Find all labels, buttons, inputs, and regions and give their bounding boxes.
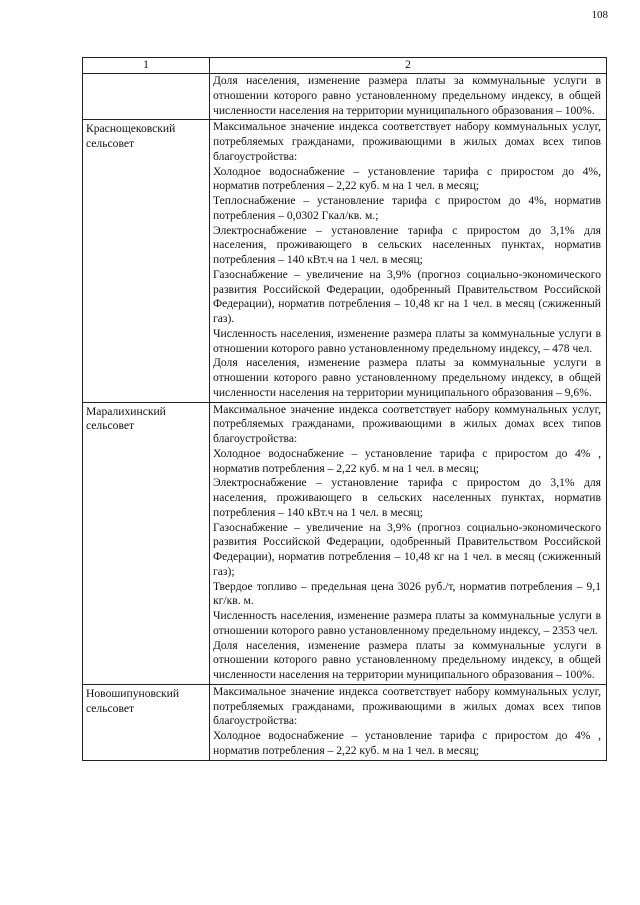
paragraph: Холодное водоснабжение – установление тарифа с приростом до 4%, норматив потребления – 2,22 куб. м на 1 чел. в месяц; [213,164,601,193]
municipality-name: Маралихинский сельсовет [83,402,210,684]
paragraph: Электроснабжение – установление тарифа с приростом до 3,1% для населения, проживающего в сельских населенных пунктах, норматив потребления – 140 кВт.ч на 1 чел. в месяц; [213,223,601,266]
paragraph: Численность населения, изменение размера платы за коммунальные услуги в отношении которого равно установленному предельному индексу, – 2353 чел. [213,609,601,637]
paragraph: Максимальное значение индекса соответствует набору коммунальных услуг, потребляемых гражданами, проживающими в жилых домах всех типов благоустройства: [213,684,601,728]
table-header-row [83,58,607,74]
paragraph: Твердое топливо – предельная цена 3026 руб./т, норматив потребления – 9,1 кг/кв. м. [213,579,601,608]
column-header-2: 2 [210,58,607,74]
paragraph: Электроснабжение – установление тарифа с приростом до 3,1% для населения, проживающего в сельских населенных пунктах, норматив потребления – 140 кВт.ч на 1 чел. в месяц; [213,476,601,519]
page-number: 108 [591,9,608,21]
table-row [83,74,607,120]
paragraph: Максимальное значение индекса соответствует набору коммунальных услуг, потребляемых гражданами, проживающими в жилых домах всех типов благоустройства: [213,120,601,163]
paragraph: Газоснабжение – увеличение на 3,9% (прогноз социально-экономического развития Российской Федерации, одобренный Правительством Российской Федерации), норматив потребления – 10,48 кг на 1 чел. в месяц (сжиженный газ). [213,267,601,325]
paragraph: Газоснабжение – увеличение на 3,9% (прогноз социально-экономического развития Российской Федерации, одобренный Правительством Российской Федерации), норматив потребления – 10,48 кг на 1 чел. в месяц (сжиженный газ); [213,520,601,578]
index-description [210,74,607,120]
table-row [83,402,607,684]
index-description [210,120,607,402]
municipality-name [83,74,210,120]
municipality-name: Краснощековский сельсовет [83,120,210,402]
municipality-name: Новошипуновский сельсовет [83,684,210,760]
index-description [210,684,607,760]
paragraph: Численность населения, изменение размера платы за коммунальные услуги в отношении которого равно установленному предельному индексу, – 478 чел. [213,326,601,355]
paragraph: Холодное водоснабжение – установление тарифа с приростом до 4% , норматив потребления – 2,22 куб. м на 1 чел. в месяц; [213,729,601,757]
column-header-1: 1 [83,58,210,74]
paragraph: Теплоснабжение – установление тарифа с приростом до 4%, норматив потребления – 0,0302 Гкал/кв. м.; [213,194,601,222]
paragraph: Доля населения, изменение размера платы за коммунальные услуги в отношении которого равно установленному предельному индексу, в общей численности населения на территории муниципального образования – 9,6%. [213,356,601,399]
paragraph: Максимальное значение индекса соответствует набору коммунальных услуг, потребляемых гражданами, проживающими в жилых домах всех типов благоустройства: [213,402,601,445]
paragraph: Холодное водоснабжение – установление тарифа с приростом до 4% , норматив потребления – 2,22 куб. м на 1 чел. в месяц; [213,446,601,475]
municipality-index-table [82,57,607,761]
table-row [83,684,607,760]
paragraph: Доля населения, изменение размера платы за коммунальные услуги в отношении которого равно установленному предельному индексу, в общей численности населения на территории муниципального образования – 100%. [213,74,601,117]
paragraph: Доля населения, изменение размера платы за коммунальные услуги в отношении которого равно установленному предельному индексу, в общей численности населения на территории муниципального образования – 100%. [213,638,601,681]
table-row [83,120,607,402]
index-description [210,402,607,684]
